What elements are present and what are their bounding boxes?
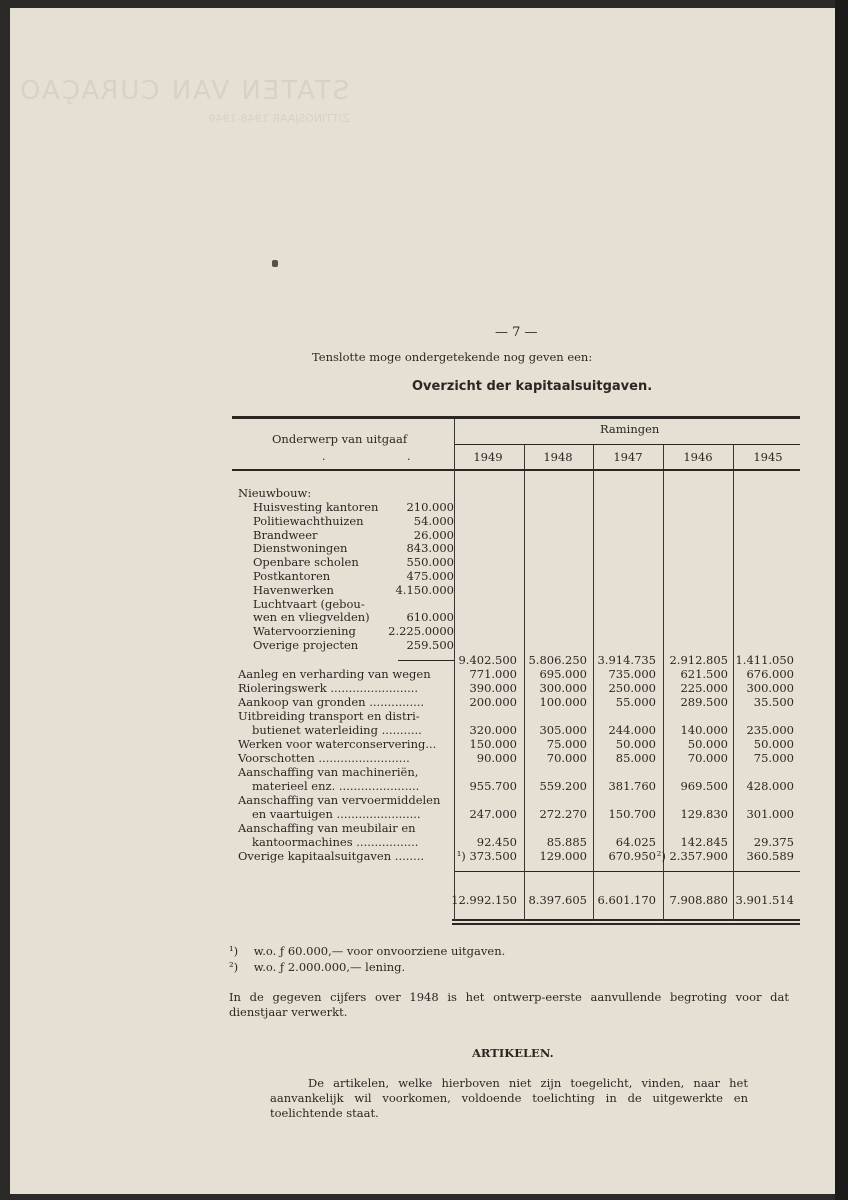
nieuwbouw-total-1947: 3.914.735 [597, 653, 656, 667]
row-value-1949: 92.450 [476, 835, 517, 849]
nieuwbouw-item-value: 610.000 [406, 610, 454, 625]
subject-header: Onderwerp van uitgaaf [272, 432, 408, 446]
row-value-1945: 235.000 [746, 723, 794, 737]
row-value-1948: 85.885 [546, 835, 587, 849]
row-value-1946: 142.845 [680, 835, 728, 849]
year-header-1949: 1949 [473, 450, 503, 464]
row-value-1947: 735.000 [608, 667, 656, 681]
row-value-1945: 676.000 [746, 667, 794, 681]
year-header-1947: 1947 [613, 450, 643, 464]
row-value-1949: 320.000 [469, 723, 517, 737]
row-value-1947: 85.000 [615, 751, 656, 765]
page-edge-shadow [835, 0, 848, 1200]
column-divider-body-4 [733, 471, 734, 921]
nieuwbouw-item-value: 210.000 [406, 500, 454, 514]
page-number: — 7 — [495, 325, 538, 340]
row-value-1947: 244.000 [608, 723, 656, 737]
row-value-1945: 35.500 [753, 695, 794, 709]
nieuwbouw-item-label: Politiewachthuizen [253, 513, 364, 528]
column-divider-2 [593, 445, 594, 469]
column-divider-1 [524, 445, 525, 469]
row-value-1949: 955.700 [469, 779, 517, 793]
nieuwbouw-item-value: 2.225.0000 [388, 624, 454, 639]
nieuwbouw-item-label: Postkantoren [253, 569, 331, 583]
row-value-1949: 150.000 [469, 737, 517, 751]
row-label: Aanschaffing van vervoermiddelen [238, 793, 441, 807]
footnote-2 [229, 960, 405, 974]
row-value-1949: 247.000 [469, 807, 517, 821]
table-title: Overzicht der kapitaalsuitgaven. [412, 379, 653, 394]
row-value-1949: 390.000 [469, 681, 517, 695]
bottom-rule-1 [452, 919, 800, 921]
footnote-1 [229, 944, 505, 958]
row-label: en vaartuigen ....................... [252, 807, 421, 821]
articles-heading: ARTIKELEN. [472, 1046, 554, 1060]
column-divider-body-2 [593, 471, 594, 921]
row-value-1948: 300.000 [539, 681, 587, 695]
row-value-1947: 64.025 [615, 835, 656, 849]
bottom-rule-2 [452, 923, 800, 925]
nieuwbouw-total-1945: 1.411.050 [735, 653, 794, 667]
row-value-1945: 75.000 [753, 751, 794, 765]
ramingen-rule [455, 444, 800, 445]
nieuwbouw-total-1948: 5.806.250 [528, 653, 587, 667]
nieuwbouw-item-value: 4.150.000 [395, 582, 454, 597]
row-value-1945: 428.000 [746, 779, 794, 793]
row-value-1949: ¹) 373.500 [456, 849, 517, 863]
row-value-1948: 100.000 [539, 695, 587, 709]
subtotal-underline [398, 660, 454, 661]
row-value-1945: 29.375 [753, 835, 794, 849]
row-label: Overige kapitaalsuitgaven ........ [238, 849, 425, 863]
row-value-1945: 360.589 [746, 849, 794, 863]
nieuwbouw-label: Nieuwbouw: [238, 486, 312, 500]
column-divider-body-0 [454, 471, 455, 921]
row-value-1946: 140.000 [680, 723, 728, 737]
row-label: butienet waterleiding ........... [252, 723, 422, 737]
bleed-through-text [18, 76, 349, 125]
row-label: Werken voor waterconservering... [238, 737, 437, 751]
row-value-1948: 129.000 [539, 849, 587, 863]
row-value-1948: 305.000 [539, 723, 587, 737]
budget-note-paragraph: In de gegeven cijfers over 1948 is het ontwerp-eerste aanvullende begroting voor dat dienstjaar verwerkt. [229, 990, 789, 1019]
nieuwbouw-item-label: Luchtvaart (gebou- [253, 596, 365, 611]
grand-total-1947: 6.601.170 [597, 893, 656, 907]
footnote-2-mark: ²) [229, 960, 239, 974]
column-divider-3 [663, 445, 664, 469]
table-top-rule [232, 416, 800, 419]
row-value-1946: 225.000 [680, 681, 728, 695]
row-value-1947: 670.950 [608, 849, 656, 863]
row-value-1949: 90.000 [476, 751, 517, 765]
bleed-through-line-1: STATEN VAN CURAÇAO [18, 76, 350, 106]
sum-rule [455, 871, 800, 872]
row-label: Aanleg en verharding van wegen [238, 667, 431, 681]
nieuwbouw-item-label: Havenwerken [253, 582, 334, 597]
footnote-1-mark: ¹) [229, 944, 239, 958]
grand-total-1945: 3.901.514 [735, 893, 794, 907]
row-value-1945: 50.000 [753, 737, 794, 751]
nieuwbouw-item-value: 26.000 [413, 527, 454, 542]
nieuwbouw-item-value: 550.000 [406, 555, 454, 570]
row-label: Aankoop van gronden ............... [238, 695, 425, 709]
row-value-1948: 75.000 [546, 737, 587, 751]
row-value-1947: 55.000 [615, 695, 656, 709]
row-value-1949: 771.000 [469, 667, 517, 681]
row-value-1946: 70.000 [687, 751, 728, 765]
nieuwbouw-item-label: Dienstwoningen [253, 541, 348, 556]
nieuwbouw-total-1946: 2.912.805 [669, 653, 728, 667]
row-label: kantoormachines ................. [252, 835, 419, 849]
grand-total-1949: 12.992.150 [451, 893, 517, 907]
row-value-1945: 300.000 [746, 681, 794, 695]
row-value-1948: 272.270 [539, 807, 587, 821]
ramingen-header: Ramingen [600, 422, 660, 436]
column-divider-4 [733, 445, 734, 469]
footnote-2-text: w.o. ƒ 2.000.000,— lening. [253, 960, 406, 974]
row-label: Uitbreiding transport en distri- [238, 709, 420, 723]
nieuwbouw-item-label: Brandweer [253, 527, 318, 542]
year-header-1945: 1945 [753, 450, 783, 464]
row-value-1946: ²) 2.357.900 [656, 849, 728, 863]
row-label: Rioleringswerk ........................ [238, 681, 419, 695]
row-value-1947: 381.760 [608, 779, 656, 793]
nieuwbouw-item-value: 259.500 [406, 638, 454, 652]
nieuwbouw-item-value: 54.000 [413, 513, 454, 528]
year-header-1948: 1948 [543, 450, 573, 464]
row-label: Aanschaffing van meubilair en [238, 821, 416, 835]
footnote-1-text: w.o. ƒ 60.000,— voor onvoorziene uitgaven. [253, 944, 506, 958]
header-bottom-rule [232, 469, 800, 471]
year-header-1946: 1946 [683, 450, 713, 464]
intro-sentence: Tenslotte moge ondergetekende nog geven een: [312, 350, 593, 364]
row-value-1948: 695.000 [539, 667, 587, 681]
row-value-1949: 200.000 [469, 695, 517, 709]
row-value-1947: 150.700 [608, 807, 656, 821]
nieuwbouw-item-value: 475.000 [406, 569, 454, 583]
row-value-1947: 250.000 [608, 681, 656, 695]
nieuwbouw-item-label: Openbare scholen [253, 555, 359, 570]
paper-spot [272, 260, 278, 267]
column-divider-body-1 [524, 471, 525, 921]
row-label: materieel enz. ...................... [252, 779, 420, 793]
grand-total-1946: 7.908.880 [669, 893, 728, 907]
header-dot: . [322, 450, 326, 463]
nieuwbouw-item-label: Watervoorziening [253, 624, 356, 639]
nieuwbouw-item-value: 843.000 [406, 541, 454, 556]
header-dot-2: . [407, 450, 411, 463]
row-value-1947: 50.000 [615, 737, 656, 751]
row-value-1946: 50.000 [687, 737, 728, 751]
row-value-1946: 969.500 [680, 779, 728, 793]
row-value-1946: 621.500 [680, 667, 728, 681]
row-value-1945: 301.000 [746, 807, 794, 821]
row-value-1948: 70.000 [546, 751, 587, 765]
bleed-through-line-2: ZITTINGSJAAR 1948-1949 [208, 112, 350, 125]
nieuwbouw-item-label: Overige projecten [253, 638, 359, 652]
row-value-1946: 289.500 [680, 695, 728, 709]
nieuwbouw-total-1949: 9.402.500 [458, 653, 517, 667]
row-label: Aanschaffing van machineriën, [238, 765, 419, 779]
nieuwbouw-item-label: wen en vliegvelden) [253, 610, 370, 625]
nieuwbouw-item-label: Huisvesting kantoren [253, 500, 379, 514]
row-label: Voorschotten ......................... [238, 751, 410, 765]
articles-paragraph: De artikelen, welke hierboven niet zijn toegelicht, vinden, naar het aanvankelijk wil voorkomen, voldoende toelichting in de uitgewerkte en toelichtende staat. [270, 1076, 748, 1120]
grand-total-1948: 8.397.605 [528, 893, 587, 907]
row-value-1948: 559.200 [539, 779, 587, 793]
row-value-1946: 129.830 [680, 807, 728, 821]
